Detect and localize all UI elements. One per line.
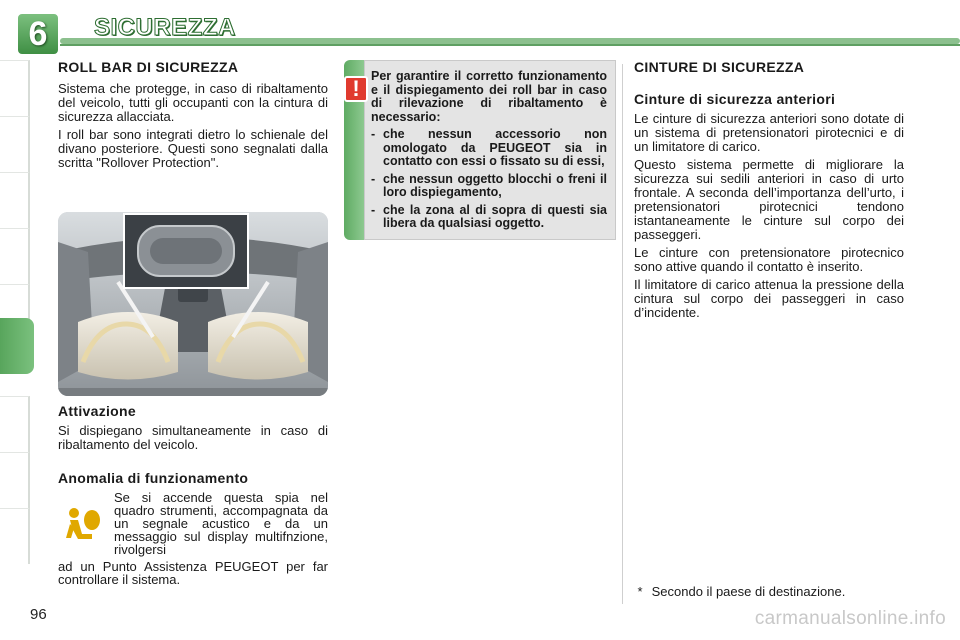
side-tab-4[interactable]	[0, 228, 30, 284]
side-tab-1[interactable]	[0, 60, 30, 116]
right-column	[634, 60, 904, 324]
exclamation-warning-icon: !	[344, 76, 368, 102]
page-header	[0, 0, 960, 53]
anomaly-section	[58, 472, 328, 590]
activation-text: Si dispiegano simultaneamente in caso di ribaltamento del veicolo.	[58, 423, 328, 452]
rollbar-heading: ROLL BAR DI SICUREZZA	[58, 59, 239, 75]
anomaly-heading: Anomalia di funzionamento	[58, 470, 249, 486]
anomaly-text-2: ad un Punto Assistenza PEUGEOT per far controllare il sistema.	[58, 559, 328, 587]
warning-intro: Per garantire il corretto funzionamento e il dispiegamento dei roll bar in caso di rilevazione di ribaltamento è necessario:	[371, 69, 607, 124]
seatbelt-paragraph-4: Il limitatore di carico attenua la pressione della cintura sul corpo dei passeggeri in caso d’incidente.	[634, 277, 904, 320]
warning-item-text: che nessun accessorio non omologato da PEUGEOT sia in contatto con essi o fissato su di essi,	[383, 127, 607, 168]
list-dash: -	[371, 202, 376, 217]
chapter-badge[interactable]: 6	[16, 12, 60, 56]
seatbelt-paragraph-1: Le cinture di sicurezza anteriori sono dotate di un sistema di pretensionatori pirotecnici e di un limitatore di carico.	[634, 111, 904, 154]
rollbar-illustration	[58, 212, 328, 396]
page-number: 96	[30, 606, 47, 623]
side-tab-3[interactable]	[0, 172, 30, 228]
warning-callout	[344, 60, 616, 240]
warning-item	[371, 204, 607, 231]
column-divider	[622, 64, 623, 604]
warning-item	[371, 173, 607, 200]
car-interior-image	[58, 212, 328, 396]
footnote-text: Secondo il paese di destinazione.	[651, 584, 846, 599]
warning-box	[364, 60, 616, 240]
side-tab-2[interactable]	[0, 116, 30, 172]
activation-heading: Attivazione	[58, 403, 136, 419]
seatbelt-paragraph-3: Le cinture con pretensionatore pirotecnico sono attive quando il contatto è inserito.	[634, 245, 904, 274]
front-seatbelt-subheading: Cinture di sicurezza anteriori	[634, 91, 836, 107]
page-title: SICUREZZA	[94, 14, 236, 41]
list-dash: -	[371, 171, 376, 186]
warning-item-text: che nessun oggetto blocchi o freni il loro dispiegamento,	[383, 171, 607, 199]
side-tab-8[interactable]	[0, 452, 30, 508]
list-dash: -	[371, 127, 376, 141]
warning-item-text: che la zona al di sopra di questi sia libera da qualsiasi oggetto.	[383, 202, 607, 230]
header-rule-shadow	[60, 44, 960, 46]
anomaly-text-1: Se si accende questa spia nel quadro strumenti, accompagnata da un segnale acustico e da un messaggio sul display multifnzione, rivolgersi	[114, 490, 328, 557]
warning-item	[371, 128, 607, 169]
seatbelt-heading: CINTURE DI SICUREZZA	[634, 59, 805, 75]
rollbar-paragraph-1: Sistema che protegge, in caso di ribaltamento del veicolo, tutti gli occupanti con la cintura di sicurezza allacciata.	[58, 81, 328, 124]
side-tab-7[interactable]	[0, 396, 30, 452]
footnote	[632, 584, 845, 599]
footnote-marker: *	[637, 584, 643, 599]
activation-section	[58, 404, 328, 456]
side-tab-6-active[interactable]	[0, 318, 34, 374]
airbag-warning-icon	[62, 504, 104, 546]
watermark-text[interactable]: carmanualsonline.info	[754, 608, 946, 629]
chapter-side-tabs	[0, 60, 36, 580]
side-tab-9[interactable]	[0, 508, 30, 564]
rollbar-paragraph-2: I roll bar sono integrati dietro lo schienale del divano posteriore. Questi sono segnalati dalla scritta "Rollover Protection".	[58, 127, 328, 170]
left-column	[58, 60, 328, 174]
seatbelt-paragraph-2: Questo sistema permette di migliorare la sicurezza sui sedili anteriori in caso di urto frontale. A seconda dell’importanza dell’urto, i pretensionatori pirotecnici tendono istantaneamente le cinture sul corpo dei passeggeri.	[634, 157, 904, 242]
